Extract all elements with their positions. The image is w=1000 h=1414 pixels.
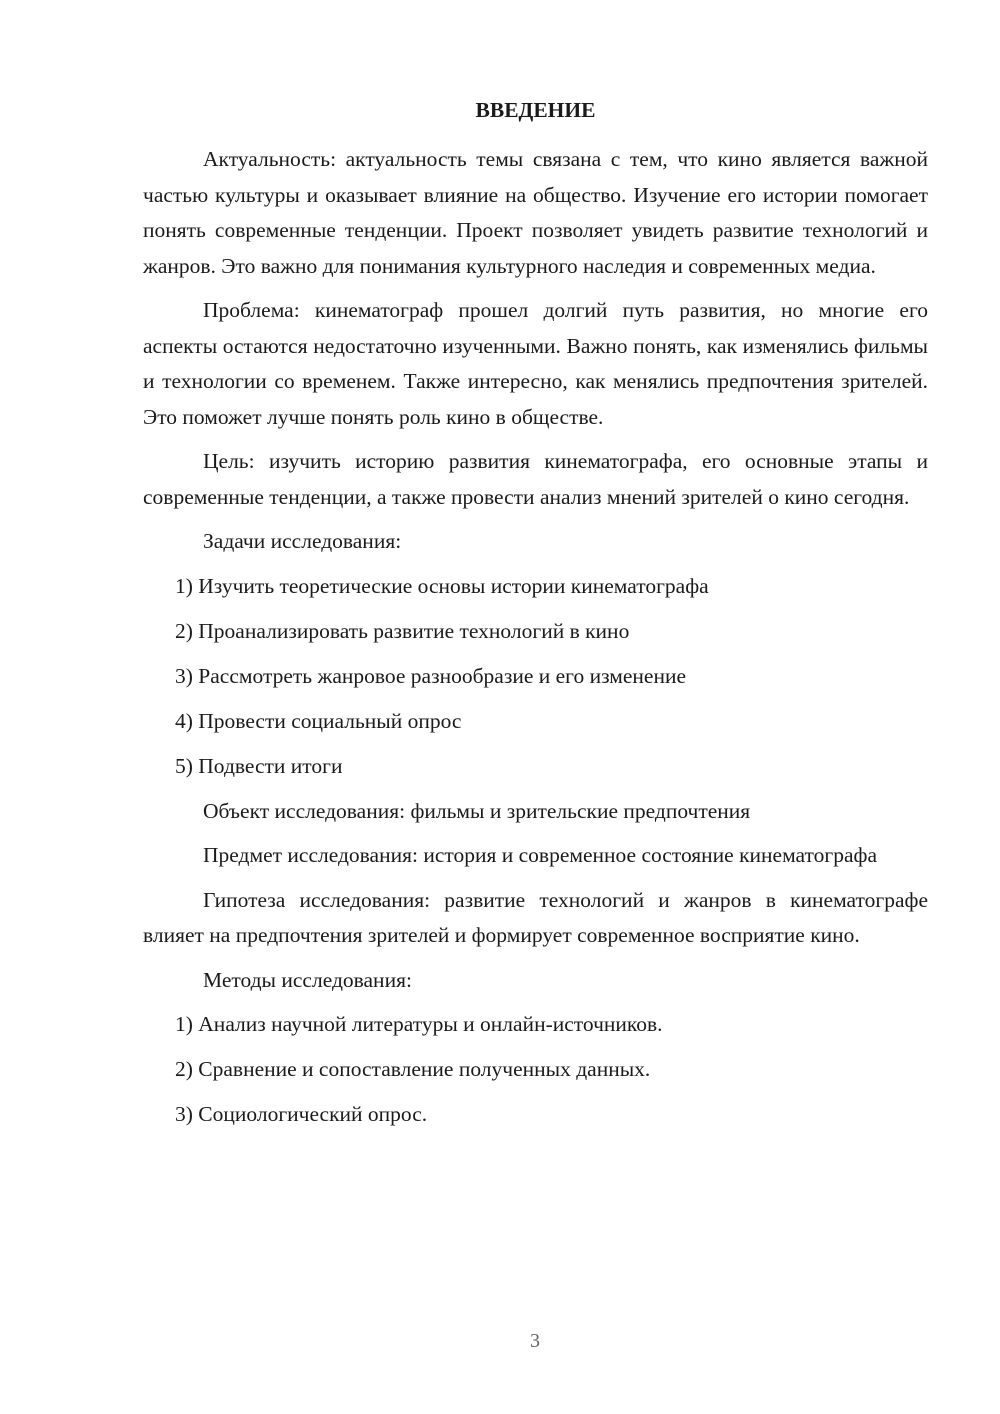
list-item: 3) Социологический опрос. <box>175 1102 428 1126</box>
tasks-heading: Задачи исследования: <box>203 529 402 553</box>
list-item: 1) Анализ научной литературы и онлайн-источников. <box>175 1012 663 1036</box>
document-page <box>143 95 928 1142</box>
paragraph-subject: Предмет исследования: история и современное состояние кинематографа <box>203 843 877 867</box>
paragraph-object: Объект исследования: фильмы и зрительские предпочтения <box>203 798 751 823</box>
document-title: ВВЕДЕНИЕ <box>475 98 596 122</box>
methods-list <box>143 1007 928 1133</box>
page-number: 3 <box>530 1330 540 1352</box>
list-item: 2) Проанализировать развитие технологий в кино <box>175 618 630 643</box>
list-item: 5) Подвести итоги <box>175 753 343 778</box>
list-item: 4) Провести социальный опрос <box>175 708 462 733</box>
paragraph-hypothesis: Гипотеза исследования: развитие технологий и жанров в кинематографе влияет на предпочтения зрителей и формирует современное восприятие кино. <box>143 887 928 947</box>
list-item: 2) Сравнение и сопоставление полученных данных. <box>175 1057 651 1081</box>
list-item: 3) Рассмотреть жанровое разнообразие и его изменение <box>175 663 687 688</box>
list-item: 1) Изучить теоретические основы истории кинематографа <box>175 573 709 598</box>
tasks-list <box>143 569 928 785</box>
paragraph-goal: Цель: изучить историю развития кинематографа, его основные этапы и современные тенденции, а также провести анализ мнений зрителей о кино сегодня. <box>143 449 928 509</box>
paragraph-actuality: Актуальность: актуальность темы связана с тем, что кино является важной частью культуры и оказывает влияние на общество. Изучение его истории помогает понять современные тенденции. Проект позволяет увидеть развитие технологий и жанров. Это важно для понимания культурного наследия и современных медиа. <box>143 147 928 278</box>
methods-heading: Методы исследования: <box>203 967 412 992</box>
paragraph-problem: Проблема: кинематограф прошел долгий путь развития, но многие его аспекты остаются недостаточно изученными. Важно понять, как изменялись фильмы и технологии со временем. Также интересно, как менялись предпочтения зрителей. Это поможет лучше понять роль кино в обществе. <box>143 298 928 429</box>
